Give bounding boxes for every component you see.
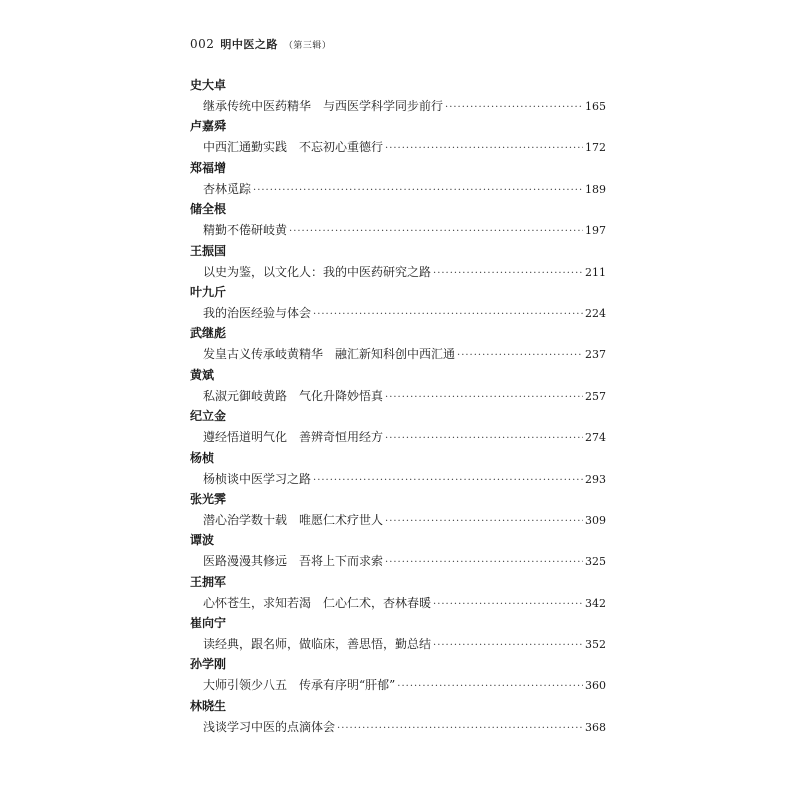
toc-title: 医路漫漫其修远 吾将上下而求索: [203, 554, 384, 569]
toc-entry: [190, 407, 606, 448]
toc-title: 读经典，跟名师，做临床，善思悟，勤总结: [203, 637, 432, 652]
toc-entry: [190, 159, 606, 200]
toc-page-number: 224: [585, 306, 606, 320]
toc-title: 潜心治学数十载 唯愿仁术疗世人: [203, 512, 384, 527]
toc-author: 崔向宁: [190, 616, 227, 631]
dot-leader: [313, 470, 583, 492]
toc-line: [203, 633, 606, 655]
toc-page-number: 325: [585, 555, 606, 569]
book-title: 明中医之路: [220, 38, 278, 51]
toc-line: [203, 178, 606, 200]
toc-author: 黄斌: [190, 367, 215, 382]
toc-page-number: 197: [585, 224, 606, 238]
page-number: 002: [190, 37, 215, 51]
toc-line: [203, 426, 606, 448]
toc-page-number: 211: [585, 265, 606, 279]
dot-leader: [385, 428, 583, 450]
toc-entry: [190, 449, 606, 490]
volume-label: （第三辑）: [283, 41, 332, 51]
toc-title: 精勤不倦研岐黄: [203, 223, 288, 238]
toc-page-number: 368: [585, 720, 606, 734]
dot-leader: [385, 511, 583, 533]
toc-author: 张光霁: [190, 491, 227, 506]
toc-entry: [190, 366, 606, 407]
toc-title: 浅谈学习中医的点滴体会: [203, 719, 336, 734]
toc-author: 郑福增: [190, 160, 227, 175]
toc-line: [203, 674, 606, 696]
toc-entry: [190, 614, 606, 655]
dot-leader: [433, 594, 583, 616]
toc-line: [203, 136, 606, 158]
toc-page-number: 293: [585, 472, 606, 486]
running-header: [190, 36, 331, 52]
dot-leader: [457, 345, 583, 367]
toc-line: [203, 716, 606, 738]
toc-page-number: 172: [585, 141, 606, 155]
toc-entry: [190, 283, 606, 324]
toc-line: [203, 550, 606, 572]
toc-title: 中西汇通勤实践 不忘初心重德行: [203, 140, 384, 155]
toc-author: 纪立金: [190, 409, 227, 424]
toc-line: [203, 592, 606, 614]
dot-leader: [433, 263, 583, 285]
toc-line: [203, 385, 606, 407]
toc-title: 杏林觅踪: [203, 181, 252, 196]
toc-page-number: 257: [585, 389, 606, 403]
toc-line: [203, 261, 606, 283]
toc-entry: [190, 697, 606, 738]
toc-entry: [190, 531, 606, 572]
toc-title: 杨桢谈中医学习之路: [203, 471, 312, 486]
toc-entry: [190, 76, 606, 117]
toc-author: 卢嘉舜: [190, 119, 227, 134]
toc-line: [203, 219, 606, 241]
dot-leader: [289, 221, 583, 243]
dot-leader: [385, 552, 583, 574]
toc-page-number: 342: [585, 596, 606, 610]
toc-author: 史大卓: [190, 78, 227, 92]
toc-author: 叶九斤: [190, 284, 227, 299]
toc-author: 杨桢: [190, 450, 215, 465]
table-of-contents: [190, 76, 606, 738]
dot-leader: [397, 676, 583, 698]
toc-page-number: 360: [585, 679, 606, 693]
toc-entry: [190, 200, 606, 241]
dot-leader: [385, 138, 583, 160]
toc-page-number: 237: [585, 348, 606, 362]
toc-entry: [190, 573, 606, 614]
toc-title: 遵经悟道明气化 善辨奇恒用经方: [203, 430, 384, 445]
toc-page-number: 309: [585, 513, 606, 527]
toc-entry: [190, 324, 606, 365]
toc-line: [203, 302, 606, 324]
toc-author: 武继彪: [190, 326, 227, 341]
toc-page-number: 165: [585, 100, 606, 113]
toc-author: 林晓生: [190, 698, 227, 713]
dot-leader: [337, 718, 583, 740]
toc-entry: [190, 242, 606, 283]
toc-author: 王拥军: [190, 574, 227, 589]
toc-title: 我的治医经验与体会: [203, 305, 312, 320]
toc-line: [203, 509, 606, 531]
toc-title: 继承传统中医药精华 与西医学科学同步前行: [203, 99, 444, 113]
toc-author: 储全根: [190, 202, 227, 217]
dot-leader: [445, 97, 583, 119]
toc-author: 谭波: [190, 533, 215, 548]
toc-line: [203, 95, 606, 117]
toc-entry: [190, 490, 606, 531]
toc-page-number: 274: [585, 431, 606, 445]
dot-leader: [313, 304, 583, 326]
toc-title: 私淑元御岐黄路 气化升降妙悟真: [203, 388, 384, 403]
toc-title: 发皇古义传承岐黄精华 融汇新知科创中西汇通: [203, 347, 456, 362]
toc-author: 孙学刚: [190, 657, 227, 672]
toc-author: 王振国: [190, 243, 227, 258]
toc-page-number: 189: [585, 182, 606, 196]
dot-leader: [433, 635, 583, 657]
toc-title: 心怀苍生，求知若渴 仁心仁术，杏林春暖: [203, 595, 432, 610]
toc-line: [203, 468, 606, 490]
toc-title: 以史为鉴，以文化人：我的中医药研究之路: [203, 264, 432, 279]
toc-entry: [190, 117, 606, 158]
toc-entry: [190, 655, 606, 696]
toc-line: [203, 343, 606, 365]
dot-leader: [385, 387, 583, 409]
dot-leader: [253, 180, 583, 202]
toc-page-number: 352: [585, 638, 606, 652]
toc-title: 大师引领少八五 传承有序明“肝郁”: [203, 678, 396, 693]
